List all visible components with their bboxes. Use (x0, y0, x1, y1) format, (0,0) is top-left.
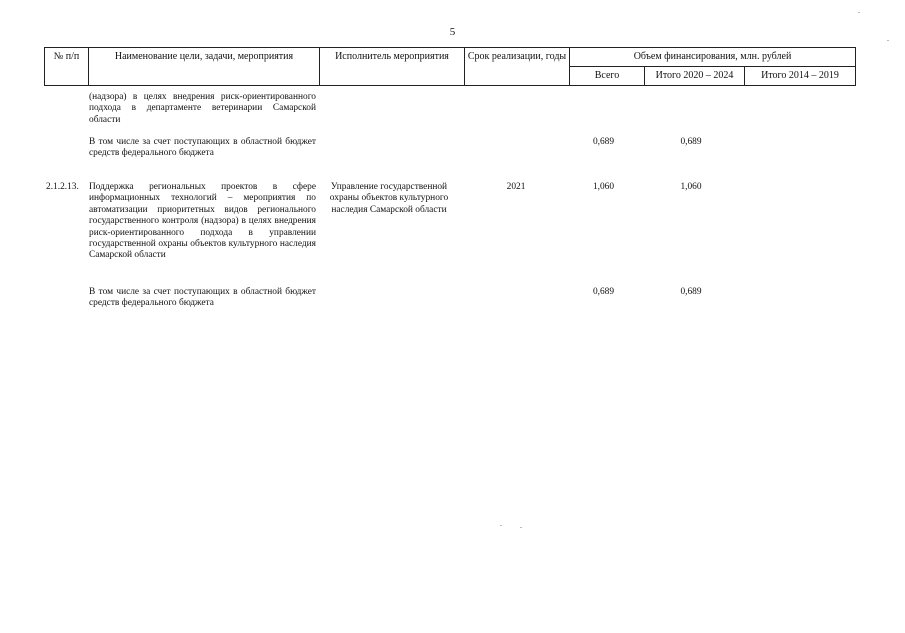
row-total: 0,689 (592, 137, 615, 147)
row-name: (надзора) в целях внедрения риск-ориентированного подхода в департаменте ветеринарии Самарской области (89, 92, 316, 125)
row-num: 2.1.2.13. (46, 182, 79, 192)
row-name: Поддержка региональных проектов в сфере информационных технологий – мероприятия по автоматизации приоритетных видов регионального государственного контроля (надзора) в целях внедрения риск-ориентированного подхода в управлении государственной охраны объектов культурного наследия Самарской области (89, 182, 316, 261)
row-total: 1,060 (592, 182, 615, 192)
header-name: Наименование цели, задачи, мероприятия (89, 48, 320, 86)
row-2020-2024: 0,689 (680, 287, 702, 297)
header-executor: Исполнитель мероприятия (320, 48, 465, 86)
header-2020-2024: Итого 2020 – 2024 (645, 67, 745, 86)
row-2020-2024: 1,060 (680, 182, 702, 192)
row-total: 0,689 (592, 287, 615, 297)
row-executor: Управление государственной охраны объектов культурного наследия Самарской области (329, 182, 449, 215)
page-number: 5 (449, 26, 456, 38)
header-total: Всего (570, 67, 645, 86)
scan-speck (500, 525, 502, 526)
scan-speck (858, 12, 860, 13)
row-2020-2024: 0,689 (680, 137, 702, 147)
header-num: № п/п (45, 48, 89, 86)
header-finance: Объем финансирования, млн. рублей (570, 48, 856, 67)
row-name: В том числе за счет поступающих в областной бюджет средств федерального бюджета (89, 287, 316, 309)
table-header (44, 47, 856, 86)
row-name: В том числе за счет поступающих в областной бюджет средств федерального бюджета (89, 137, 316, 159)
scan-speck (520, 527, 522, 528)
header-period: Срок реализации, годы (465, 48, 570, 86)
scan-speck (887, 40, 889, 41)
row-period: 2021 (506, 182, 526, 192)
header-2014-2019: Итого 2014 – 2019 (745, 67, 856, 86)
